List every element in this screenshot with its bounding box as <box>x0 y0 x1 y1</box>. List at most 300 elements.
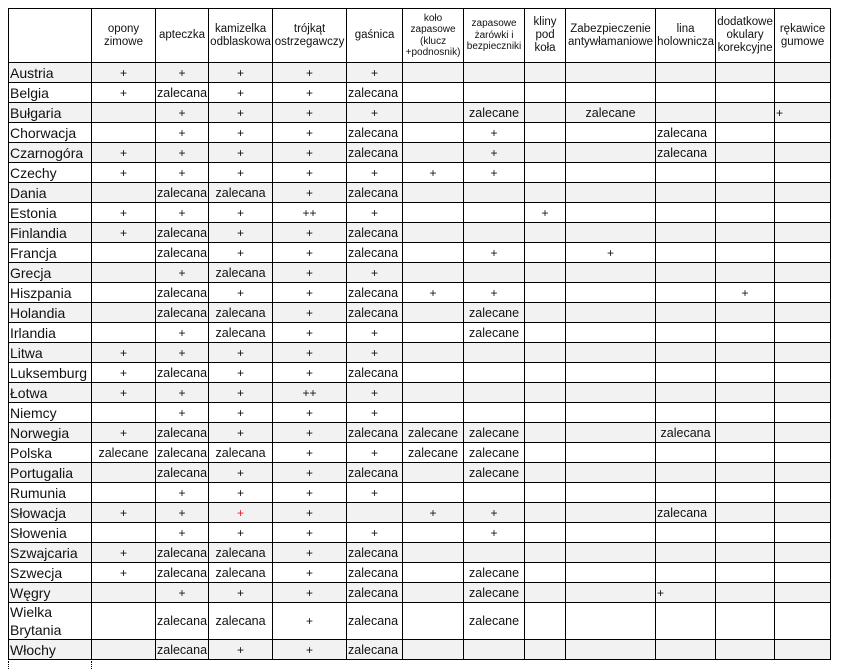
table-cell-zabezpieczenie-antywlamaniowe <box>566 143 656 163</box>
table-cell-apteczka: + <box>156 503 209 523</box>
table-cell-zabezpieczenie-antywlamaniowe <box>566 563 656 583</box>
table-cell-rekawice-gumowe <box>775 303 831 323</box>
table-cell-zabezpieczenie-antywlamaniowe <box>566 603 656 640</box>
table-cell-lina-holownicza <box>656 443 716 463</box>
column-header-kamizelka-odblaskowa: kamizelka odblaskowa <box>209 9 273 63</box>
table-cell-zapasowe-zarowki: zalecane <box>464 303 525 323</box>
country-name: Chorwacja <box>9 123 92 143</box>
table-cell-dodatkowe-okulary <box>716 563 775 583</box>
table-cell-rekawice-gumowe <box>775 203 831 223</box>
table-cell-rekawice-gumowe <box>775 243 831 263</box>
table-cell-dodatkowe-okulary <box>716 123 775 143</box>
table-cell-kliny-pod-kola <box>525 523 566 543</box>
table-cell-opony-zimowe: + <box>92 143 156 163</box>
table-cell-gasnica: zalecana <box>347 303 403 323</box>
table-cell-kolo-zapasowe <box>403 243 464 263</box>
table-cell-kliny-pod-kola <box>525 640 566 660</box>
table-cell-lina-holownicza <box>656 640 716 660</box>
table-cell-zabezpieczenie-antywlamaniowe <box>566 183 656 203</box>
column-header-kolo-zapasowe: koło zapasowe (klucz +podnosnik) <box>403 9 464 63</box>
table-cell-kamizelka-odblaskowa: zalecana <box>209 323 273 343</box>
table-cell-rekawice-gumowe <box>775 223 831 243</box>
table-cell-kolo-zapasowe <box>403 63 464 83</box>
table-cell-kamizelka-odblaskowa: + <box>209 503 273 523</box>
country-name: Słowacja <box>9 503 92 523</box>
table-cell-zapasowe-zarowki: + <box>464 143 525 163</box>
table-cell-opony-zimowe <box>92 183 156 203</box>
table-cell-kamizelka-odblaskowa: + <box>209 343 273 363</box>
table-cell-kolo-zapasowe <box>403 223 464 243</box>
table-cell-zabezpieczenie-antywlamaniowe <box>566 483 656 503</box>
table-cell-dodatkowe-okulary <box>716 463 775 483</box>
table-row <box>9 443 831 463</box>
table-cell-rekawice-gumowe: + <box>775 103 831 123</box>
table-cell-kamizelka-odblaskowa: zalecana <box>209 603 273 640</box>
table-cell-zapasowe-zarowki: zalecane <box>464 443 525 463</box>
table-cell-zabezpieczenie-antywlamaniowe <box>566 303 656 323</box>
country-name: Szwecja <box>9 563 92 583</box>
table-cell-zabezpieczenie-antywlamaniowe <box>566 423 656 443</box>
table-row <box>9 263 831 283</box>
table-cell-apteczka: + <box>156 103 209 123</box>
table-cell-rekawice-gumowe <box>775 483 831 503</box>
table-cell-kolo-zapasowe: zalecane <box>403 423 464 443</box>
country-name: Grecja <box>9 263 92 283</box>
table-cell-apteczka: zalecana <box>156 603 209 640</box>
table-cell-kolo-zapasowe <box>403 363 464 383</box>
table-cell-zapasowe-zarowki: zalecane <box>464 463 525 483</box>
table-cell-gasnica: zalecana <box>347 283 403 303</box>
table-cell-kliny-pod-kola: + <box>525 203 566 223</box>
country-name: Bułgaria <box>9 103 92 123</box>
table-cell-zabezpieczenie-antywlamaniowe <box>566 463 656 483</box>
table-cell-apteczka: + <box>156 523 209 543</box>
table-row <box>9 483 831 503</box>
table-cell-opony-zimowe: + <box>92 363 156 383</box>
table-cell-lina-holownicza <box>656 223 716 243</box>
table-cell-trojkat-ostrzegawczy: + <box>273 123 347 143</box>
table-cell-gasnica: zalecana <box>347 143 403 163</box>
table-cell-kolo-zapasowe <box>403 203 464 223</box>
table-cell-rekawice-gumowe <box>775 463 831 483</box>
table-cell-apteczka: + <box>156 63 209 83</box>
table-cell-dodatkowe-okulary <box>716 103 775 123</box>
table-cell-kamizelka-odblaskowa: zalecana <box>209 303 273 323</box>
table-cell-zabezpieczenie-antywlamaniowe <box>566 640 656 660</box>
table-cell-trojkat-ostrzegawczy: + <box>273 243 347 263</box>
table-cell-opony-zimowe <box>92 403 156 423</box>
table-cell-rekawice-gumowe <box>775 443 831 463</box>
country-name: Niemcy <box>9 403 92 423</box>
table-cell-rekawice-gumowe <box>775 143 831 163</box>
table-cell-apteczka: + <box>156 143 209 163</box>
table-cell-kamizelka-odblaskowa: + <box>209 63 273 83</box>
table-cell-zabezpieczenie-antywlamaniowe: + <box>566 243 656 263</box>
table-cell-gasnica: + <box>347 63 403 83</box>
table-cell-zapasowe-zarowki: zalecane <box>464 323 525 343</box>
table-cell-zabezpieczenie-antywlamaniowe <box>566 543 656 563</box>
table-row <box>9 563 831 583</box>
table-cell-gasnica: zalecana <box>347 543 403 563</box>
table-cell-trojkat-ostrzegawczy: + <box>273 143 347 163</box>
table-cell-zabezpieczenie-antywlamaniowe <box>566 503 656 523</box>
table-cell-zapasowe-zarowki <box>464 263 525 283</box>
table-cell-apteczka: + <box>156 163 209 183</box>
table-cell-apteczka: zalecana <box>156 543 209 563</box>
table-row <box>9 640 831 660</box>
country-name: Włochy <box>9 640 92 660</box>
table-cell-rekawice-gumowe <box>775 563 831 583</box>
table-cell-zabezpieczenie-antywlamaniowe <box>566 123 656 143</box>
table-cell-kliny-pod-kola <box>525 303 566 323</box>
table-cell-trojkat-ostrzegawczy: + <box>273 523 347 543</box>
table-cell-dodatkowe-okulary: + <box>716 283 775 303</box>
table-cell-opony-zimowe <box>92 640 156 660</box>
table-cell-dodatkowe-okulary <box>716 203 775 223</box>
table-cell-gasnica: zalecana <box>347 363 403 383</box>
table-cell-gasnica: zalecana <box>347 640 403 660</box>
table-cell-trojkat-ostrzegawczy: + <box>273 303 347 323</box>
table-cell-trojkat-ostrzegawczy: + <box>273 503 347 523</box>
table-cell-opony-zimowe <box>92 323 156 343</box>
table-cell-zabezpieczenie-antywlamaniowe <box>566 383 656 403</box>
table-cell-dodatkowe-okulary <box>716 243 775 263</box>
country-name: Rumunia <box>9 483 92 503</box>
table-cell-zapasowe-zarowki: + <box>464 283 525 303</box>
table-cell-rekawice-gumowe <box>775 423 831 443</box>
table-cell-dodatkowe-okulary <box>716 640 775 660</box>
table-cell-rekawice-gumowe <box>775 263 831 283</box>
table-cell-kolo-zapasowe <box>403 143 464 163</box>
table-cell-gasnica: zalecana <box>347 583 403 603</box>
table-cell-opony-zimowe <box>92 303 156 323</box>
column-header-opony-zimowe: opony zimowe <box>92 9 156 63</box>
table-row <box>9 183 831 203</box>
table-cell-trojkat-ostrzegawczy: + <box>273 403 347 423</box>
table-cell-kamizelka-odblaskowa: zalecana <box>209 443 273 463</box>
country-name: Węgry <box>9 583 92 603</box>
country-name: Belgia <box>9 83 92 103</box>
table-cell-zapasowe-zarowki <box>464 383 525 403</box>
table-cell-kolo-zapasowe <box>403 403 464 423</box>
table-cell-opony-zimowe <box>92 103 156 123</box>
table-cell-rekawice-gumowe <box>775 523 831 543</box>
table-cell-apteczka: zalecana <box>156 283 209 303</box>
table-cell-rekawice-gumowe <box>775 363 831 383</box>
table-cell-kliny-pod-kola <box>525 263 566 283</box>
page-break-marker <box>8 661 9 669</box>
table-cell-lina-holownicza: zalecana <box>656 503 716 523</box>
table-cell-kamizelka-odblaskowa: + <box>209 123 273 143</box>
table-cell-kliny-pod-kola <box>525 223 566 243</box>
table-cell-opony-zimowe: + <box>92 163 156 183</box>
table-cell-trojkat-ostrzegawczy: ++ <box>273 383 347 403</box>
table-cell-zabezpieczenie-antywlamaniowe <box>566 163 656 183</box>
table-cell-apteczka: + <box>156 583 209 603</box>
country-name: Słowenia <box>9 523 92 543</box>
header-row <box>9 9 831 63</box>
table-cell-rekawice-gumowe <box>775 163 831 183</box>
table-cell-zapasowe-zarowki <box>464 543 525 563</box>
table-cell-gasnica: + <box>347 403 403 423</box>
country-name: Szwajcaria <box>9 543 92 563</box>
table-row <box>9 523 831 543</box>
table-cell-opony-zimowe: zalecane <box>92 443 156 463</box>
table-cell-kamizelka-odblaskowa: + <box>209 223 273 243</box>
table-cell-kolo-zapasowe: + <box>403 283 464 303</box>
table-cell-apteczka: zalecana <box>156 83 209 103</box>
table-cell-trojkat-ostrzegawczy: + <box>273 583 347 603</box>
table-cell-kamizelka-odblaskowa: + <box>209 483 273 503</box>
table-cell-kamizelka-odblaskowa: + <box>209 403 273 423</box>
table-cell-lina-holownicza <box>656 243 716 263</box>
table-cell-lina-holownicza <box>656 163 716 183</box>
table-cell-rekawice-gumowe <box>775 343 831 363</box>
table-cell-kliny-pod-kola <box>525 183 566 203</box>
table-cell-rekawice-gumowe <box>775 603 831 640</box>
table-cell-opony-zimowe <box>92 263 156 283</box>
table-row <box>9 343 831 363</box>
table-cell-apteczka: zalecana <box>156 303 209 323</box>
table-cell-lina-holownicza <box>656 103 716 123</box>
table-cell-trojkat-ostrzegawczy: + <box>273 183 347 203</box>
table-cell-kliny-pod-kola <box>525 283 566 303</box>
table-cell-gasnica: + <box>347 383 403 403</box>
table-cell-kliny-pod-kola <box>525 383 566 403</box>
column-header-zapasowe-zarowki: zapasowe żarówki i bezpieczniki <box>464 9 525 63</box>
table-cell-opony-zimowe: + <box>92 563 156 583</box>
table-cell-kolo-zapasowe: + <box>403 503 464 523</box>
table-cell-opony-zimowe: + <box>92 543 156 563</box>
table-cell-opony-zimowe: + <box>92 63 156 83</box>
table-cell-apteczka: zalecana <box>156 183 209 203</box>
table-cell-dodatkowe-okulary <box>716 603 775 640</box>
table-cell-zabezpieczenie-antywlamaniowe <box>566 63 656 83</box>
table-cell-zabezpieczenie-antywlamaniowe <box>566 263 656 283</box>
country-name: Austria <box>9 63 92 83</box>
table-cell-trojkat-ostrzegawczy: + <box>273 563 347 583</box>
table-cell-kolo-zapasowe: + <box>403 163 464 183</box>
table-cell-zapasowe-zarowki <box>464 483 525 503</box>
table-cell-gasnica: zalecana <box>347 603 403 640</box>
table-cell-gasnica: + <box>347 483 403 503</box>
column-header-trojkat-ostrzegawczy: trójkąt ostrzegawczy <box>273 9 347 63</box>
country-name: Czechy <box>9 163 92 183</box>
table-cell-apteczka: zalecana <box>156 563 209 583</box>
table-cell-kliny-pod-kola <box>525 443 566 463</box>
table-cell-trojkat-ostrzegawczy: + <box>273 363 347 383</box>
table-cell-opony-zimowe: + <box>92 423 156 443</box>
table-cell-zapasowe-zarowki: zalecane <box>464 423 525 443</box>
table-cell-kolo-zapasowe <box>403 543 464 563</box>
table-cell-rekawice-gumowe <box>775 123 831 143</box>
table-cell-rekawice-gumowe <box>775 63 831 83</box>
table-cell-kamizelka-odblaskowa: + <box>209 383 273 403</box>
table-cell-dodatkowe-okulary <box>716 383 775 403</box>
table-cell-opony-zimowe: + <box>92 503 156 523</box>
table-cell-kliny-pod-kola <box>525 563 566 583</box>
table-cell-dodatkowe-okulary <box>716 523 775 543</box>
table-cell-gasnica: zalecana <box>347 463 403 483</box>
table-cell-kamizelka-odblaskowa: zalecana <box>209 263 273 283</box>
table-cell-dodatkowe-okulary <box>716 143 775 163</box>
table-cell-lina-holownicza: zalecana <box>656 423 716 443</box>
table-cell-zabezpieczenie-antywlamaniowe <box>566 583 656 603</box>
table-cell-trojkat-ostrzegawczy: + <box>273 283 347 303</box>
column-header-corner <box>9 9 92 63</box>
country-name: Litwa <box>9 343 92 363</box>
table-cell-rekawice-gumowe <box>775 503 831 523</box>
country-name: Wielka Brytania <box>9 603 92 640</box>
table-cell-zapasowe-zarowki <box>464 63 525 83</box>
table-cell-kolo-zapasowe <box>403 303 464 323</box>
table-cell-apteczka: zalecana <box>156 463 209 483</box>
table-cell-zapasowe-zarowki <box>464 343 525 363</box>
table-cell-dodatkowe-okulary <box>716 543 775 563</box>
table-cell-lina-holownicza <box>656 183 716 203</box>
table-cell-trojkat-ostrzegawczy: + <box>273 263 347 283</box>
table-cell-zapasowe-zarowki: + <box>464 243 525 263</box>
table-cell-opony-zimowe <box>92 283 156 303</box>
table-cell-opony-zimowe: + <box>92 203 156 223</box>
table-cell-rekawice-gumowe <box>775 323 831 343</box>
table-cell-gasnica: zalecana <box>347 423 403 443</box>
table-row <box>9 323 831 343</box>
table-cell-rekawice-gumowe <box>775 583 831 603</box>
table-cell-kamizelka-odblaskowa: + <box>209 583 273 603</box>
column-header-gasnica: gaśnica <box>347 9 403 63</box>
table-cell-dodatkowe-okulary <box>716 263 775 283</box>
country-name: Holandia <box>9 303 92 323</box>
table-cell-kolo-zapasowe <box>403 523 464 543</box>
table-cell-kolo-zapasowe <box>403 103 464 123</box>
table-cell-kamizelka-odblaskowa: + <box>209 83 273 103</box>
table-row <box>9 363 831 383</box>
table-cell-kamizelka-odblaskowa: + <box>209 163 273 183</box>
table-cell-apteczka: zalecana <box>156 423 209 443</box>
table-cell-kliny-pod-kola <box>525 503 566 523</box>
table-cell-gasnica: + <box>347 523 403 543</box>
table-cell-apteczka: + <box>156 403 209 423</box>
table-cell-gasnica: + <box>347 343 403 363</box>
country-name: Dania <box>9 183 92 203</box>
country-name: Estonia <box>9 203 92 223</box>
table-cell-kliny-pod-kola <box>525 483 566 503</box>
table-cell-dodatkowe-okulary <box>716 323 775 343</box>
table-cell-zapasowe-zarowki: zalecane <box>464 603 525 640</box>
country-name: Finlandia <box>9 223 92 243</box>
table-cell-lina-holownicza <box>656 483 716 503</box>
table-cell-trojkat-ostrzegawczy: + <box>273 63 347 83</box>
table-cell-zapasowe-zarowki: + <box>464 503 525 523</box>
table-cell-zabezpieczenie-antywlamaniowe: zalecane <box>566 103 656 123</box>
table-row <box>9 243 831 263</box>
page-break-marker <box>91 661 92 669</box>
table-cell-zapasowe-zarowki <box>464 183 525 203</box>
table-cell-apteczka: zalecana <box>156 640 209 660</box>
table-cell-opony-zimowe <box>92 583 156 603</box>
country-name: Luksemburg <box>9 363 92 383</box>
table-cell-kamizelka-odblaskowa: + <box>209 103 273 123</box>
table-cell-lina-holownicza <box>656 63 716 83</box>
country-name: Łotwa <box>9 383 92 403</box>
table-cell-zapasowe-zarowki <box>464 203 525 223</box>
table-cell-zabezpieczenie-antywlamaniowe <box>566 223 656 243</box>
table-cell-zapasowe-zarowki: zalecane <box>464 563 525 583</box>
table-cell-dodatkowe-okulary <box>716 403 775 423</box>
table-cell-lina-holownicza: + <box>656 583 716 603</box>
table-row <box>9 503 831 523</box>
table-cell-kolo-zapasowe <box>403 463 464 483</box>
table-cell-trojkat-ostrzegawczy: + <box>273 103 347 123</box>
table-cell-rekawice-gumowe <box>775 83 831 103</box>
table-cell-dodatkowe-okulary <box>716 423 775 443</box>
table-cell-kliny-pod-kola <box>525 363 566 383</box>
table-cell-kliny-pod-kola <box>525 543 566 563</box>
table-cell-zapasowe-zarowki <box>464 83 525 103</box>
table-cell-apteczka: zalecana <box>156 443 209 463</box>
table-cell-kolo-zapasowe <box>403 323 464 343</box>
table-cell-dodatkowe-okulary <box>716 223 775 243</box>
table-cell-apteczka: + <box>156 263 209 283</box>
table-cell-opony-zimowe: + <box>92 343 156 363</box>
table-cell-kolo-zapasowe <box>403 263 464 283</box>
table-cell-lina-holownicza <box>656 563 716 583</box>
table-cell-lina-holownicza <box>656 463 716 483</box>
table-cell-lina-holownicza <box>656 543 716 563</box>
column-header-rekawice-gumowe: rękawice gumowe <box>775 9 831 63</box>
table-row <box>9 103 831 123</box>
table-cell-lina-holownicza <box>656 383 716 403</box>
table-cell-zapasowe-zarowki: + <box>464 163 525 183</box>
table-cell-opony-zimowe <box>92 603 156 640</box>
table-cell-kliny-pod-kola <box>525 323 566 343</box>
table-cell-lina-holownicza <box>656 343 716 363</box>
table-cell-lina-holownicza <box>656 83 716 103</box>
country-name: Irlandia <box>9 323 92 343</box>
table-cell-kolo-zapasowe <box>403 483 464 503</box>
table-row <box>9 583 831 603</box>
column-header-zabezpieczenie-antywlamaniowe: Zabezpieczenie antywłamaniowe <box>566 9 656 63</box>
table-cell-dodatkowe-okulary <box>716 63 775 83</box>
table-cell-gasnica: + <box>347 203 403 223</box>
table-cell-zapasowe-zarowki <box>464 640 525 660</box>
table-cell-kliny-pod-kola <box>525 343 566 363</box>
table-cell-zabezpieczenie-antywlamaniowe <box>566 83 656 103</box>
table-cell-kliny-pod-kola <box>525 603 566 640</box>
table-cell-kamizelka-odblaskowa: + <box>209 143 273 163</box>
table-row <box>9 283 831 303</box>
table-cell-opony-zimowe <box>92 483 156 503</box>
table-cell-gasnica: zalecana <box>347 183 403 203</box>
table-cell-gasnica: + <box>347 103 403 123</box>
table-cell-kamizelka-odblaskowa: + <box>209 243 273 263</box>
table-cell-trojkat-ostrzegawczy: + <box>273 223 347 243</box>
table-cell-kamizelka-odblaskowa: + <box>209 283 273 303</box>
table-cell-apteczka: zalecana <box>156 223 209 243</box>
country-name: Polska <box>9 443 92 463</box>
table-cell-gasnica: zalecana <box>347 563 403 583</box>
table-cell-lina-holownicza <box>656 283 716 303</box>
table-cell-kamizelka-odblaskowa: + <box>209 640 273 660</box>
column-header-lina-holownicza: lina holownicza <box>656 9 716 63</box>
table-row <box>9 403 831 423</box>
table-cell-rekawice-gumowe <box>775 640 831 660</box>
table-cell-dodatkowe-okulary <box>716 303 775 323</box>
table-cell-trojkat-ostrzegawczy: + <box>273 343 347 363</box>
table-cell-trojkat-ostrzegawczy: + <box>273 640 347 660</box>
country-name: Hiszpania <box>9 283 92 303</box>
